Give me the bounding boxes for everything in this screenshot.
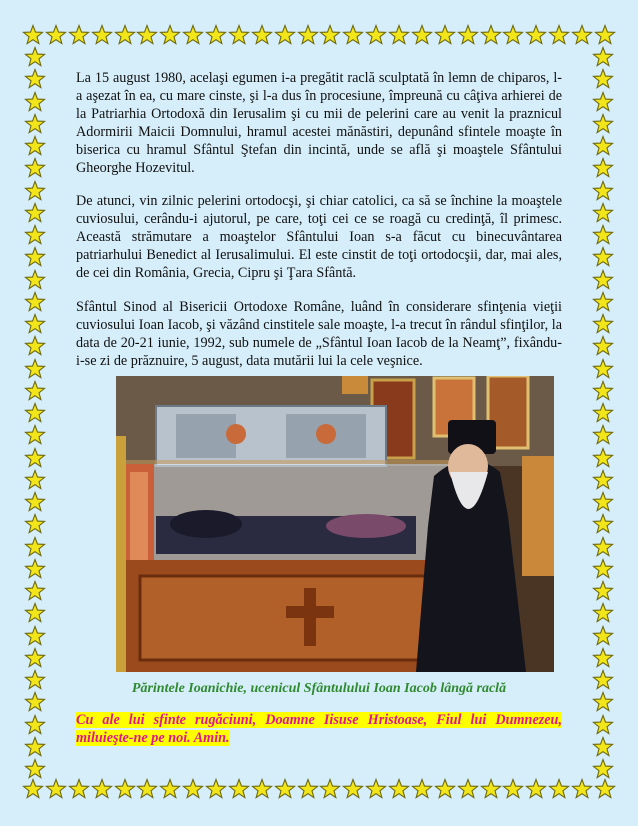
star-icon — [592, 46, 614, 68]
star-icon — [24, 736, 46, 758]
star-icon — [68, 24, 90, 46]
star-icon — [365, 778, 387, 800]
star-icon — [24, 691, 46, 713]
star-icon — [592, 714, 614, 736]
star-icon — [24, 536, 46, 558]
paragraph-canonization: Sfântul Sinod al Bisericii Ortodoxe Române, luând în considerare sfinţenia vieţii cuviosului Ioan Iacob, şi văzând cinstitele sale moaşte, l-a trecut în rândul sfinţilor, la data de 20-21 iunie, 1992, sub numele de „Sfântul Ioan Iacob de la Neamţ”, fixându-i-se zi de prăznuire, 5 august, data mutării lui la cele veşnice. — [76, 298, 562, 369]
star-icon — [205, 24, 227, 46]
star-icon — [24, 513, 46, 535]
star-icon — [502, 778, 524, 800]
star-icon — [342, 24, 364, 46]
star-icon — [24, 46, 46, 68]
star-icon — [548, 778, 570, 800]
star-icon — [228, 778, 250, 800]
star-icon — [592, 536, 614, 558]
star-icon — [319, 24, 341, 46]
star-icon — [594, 778, 616, 800]
star-icon — [480, 24, 502, 46]
star-icon — [592, 447, 614, 469]
star-icon — [24, 246, 46, 268]
star-icon — [159, 24, 181, 46]
photo-caption: Părintele Ioanichie, ucenicul Sfântulului Ioan Iacob lângă raclă — [131, 681, 507, 696]
star-icon — [24, 269, 46, 291]
star-icon — [24, 68, 46, 90]
star-icon — [24, 135, 46, 157]
paragraph-pilgrims: De atunci, vin zilnic pelerini ortodocşi, şi chiar catolici, ca să se închine la moaştele cuviosului, cerându-i ajutorul, pe care, toţi cei ce se roagă cu credinţă, îl primesc. Această strămutare a moaştelor Sfântului Ioan s-a făcut cu binecuvântarea patriarhului Benedict al Ierusalimului. El este cinstit de toţi ortodocşii, dar, mai ales, de cei din România, Grecia, Cipru şi Ţara Sfântă. — [76, 193, 562, 282]
star-icon — [68, 778, 90, 800]
star-icon — [592, 380, 614, 402]
paragraph-relics-transfer: La 15 august 1980, acelaşi egumen i-a pregătit raclă sculptată în lemn de chiparos, l-a aşezat în ea, cu mare cinste, şi l-a dus în procesiune, împreună cu câţiva arhierei de la Patriarhia Ortodoxă din Ierusalim şi cu mii de pelerini care au venit la praznicul Adormirii Maicii Domnului, hramul acestei mănăstiri, depunând sfintele moaşte în biserica cu hramul Sfântul Ştefan din incintă, unde se află şi moaştele Sfântului Gheorghe Hozevitul. — [76, 70, 562, 176]
star-icon — [24, 558, 46, 580]
star-icon — [24, 313, 46, 335]
star-icon — [24, 157, 46, 179]
star-icon — [45, 24, 67, 46]
star-icon — [592, 669, 614, 691]
star-icon — [525, 24, 547, 46]
star-icon — [24, 669, 46, 691]
star-icon — [24, 202, 46, 224]
star-icon — [592, 246, 614, 268]
star-border-left — [22, 46, 48, 780]
star-icon — [114, 778, 136, 800]
star-icon — [251, 24, 273, 46]
star-icon — [182, 778, 204, 800]
star-icon — [411, 778, 433, 800]
star-icon — [457, 778, 479, 800]
reliquary-photo — [116, 376, 554, 672]
star-icon — [592, 157, 614, 179]
star-icon — [434, 778, 456, 800]
star-icon — [159, 778, 181, 800]
star-icon — [274, 24, 296, 46]
star-icon — [592, 68, 614, 90]
star-icon — [297, 24, 319, 46]
star-icon — [388, 778, 410, 800]
star-icon — [24, 714, 46, 736]
star-icon — [114, 24, 136, 46]
star-icon — [297, 778, 319, 800]
star-border-top — [22, 22, 616, 48]
star-border-right — [590, 46, 616, 780]
star-icon — [24, 335, 46, 357]
star-icon — [24, 758, 46, 780]
star-icon — [592, 469, 614, 491]
star-icon — [274, 778, 296, 800]
star-icon — [388, 24, 410, 46]
star-icon — [592, 558, 614, 580]
star-icon — [24, 491, 46, 513]
star-icon — [592, 113, 614, 135]
star-icon — [24, 647, 46, 669]
star-icon — [22, 778, 44, 800]
star-icon — [525, 778, 547, 800]
star-icon — [592, 313, 614, 335]
star-icon — [22, 24, 44, 46]
star-icon — [592, 91, 614, 113]
star-icon — [91, 24, 113, 46]
star-icon — [571, 778, 593, 800]
star-icon — [24, 91, 46, 113]
closing-prayer-text: Cu ale lui sfinte rugăciuni, Doamne Iisuse Hristoase, Fiul lui Dumnezeu, miluieşte-ne pe noi. Amin. — [76, 712, 562, 746]
star-icon — [411, 24, 433, 46]
star-icon — [592, 180, 614, 202]
star-icon — [592, 269, 614, 291]
star-icon — [592, 513, 614, 535]
star-border-bottom — [22, 776, 616, 802]
star-icon — [592, 335, 614, 357]
star-icon — [24, 291, 46, 313]
article-body — [76, 70, 562, 387]
star-icon — [592, 135, 614, 157]
star-icon — [24, 580, 46, 602]
star-icon — [592, 691, 614, 713]
star-icon — [365, 24, 387, 46]
star-icon — [592, 424, 614, 446]
star-icon — [24, 224, 46, 246]
star-icon — [342, 778, 364, 800]
star-icon — [91, 778, 113, 800]
star-icon — [434, 24, 456, 46]
star-icon — [182, 24, 204, 46]
star-icon — [319, 778, 341, 800]
star-icon — [24, 447, 46, 469]
star-icon — [592, 402, 614, 424]
star-icon — [457, 24, 479, 46]
star-icon — [592, 291, 614, 313]
star-icon — [592, 736, 614, 758]
star-icon — [205, 778, 227, 800]
star-icon — [592, 202, 614, 224]
star-icon — [548, 24, 570, 46]
star-icon — [24, 180, 46, 202]
star-icon — [571, 24, 593, 46]
star-icon — [592, 580, 614, 602]
star-icon — [45, 778, 67, 800]
star-icon — [251, 778, 273, 800]
closing-prayer — [76, 712, 562, 748]
star-icon — [592, 758, 614, 780]
star-icon — [24, 625, 46, 647]
star-icon — [136, 778, 158, 800]
star-icon — [592, 625, 614, 647]
star-icon — [24, 380, 46, 402]
star-icon — [592, 602, 614, 624]
star-icon — [24, 358, 46, 380]
star-icon — [594, 24, 616, 46]
star-icon — [24, 113, 46, 135]
star-icon — [24, 424, 46, 446]
star-icon — [502, 24, 524, 46]
star-icon — [592, 224, 614, 246]
star-icon — [136, 24, 158, 46]
star-icon — [592, 491, 614, 513]
star-icon — [480, 778, 502, 800]
star-icon — [24, 469, 46, 491]
star-icon — [592, 358, 614, 380]
star-icon — [228, 24, 250, 46]
star-icon — [592, 647, 614, 669]
star-icon — [24, 602, 46, 624]
star-icon — [24, 402, 46, 424]
